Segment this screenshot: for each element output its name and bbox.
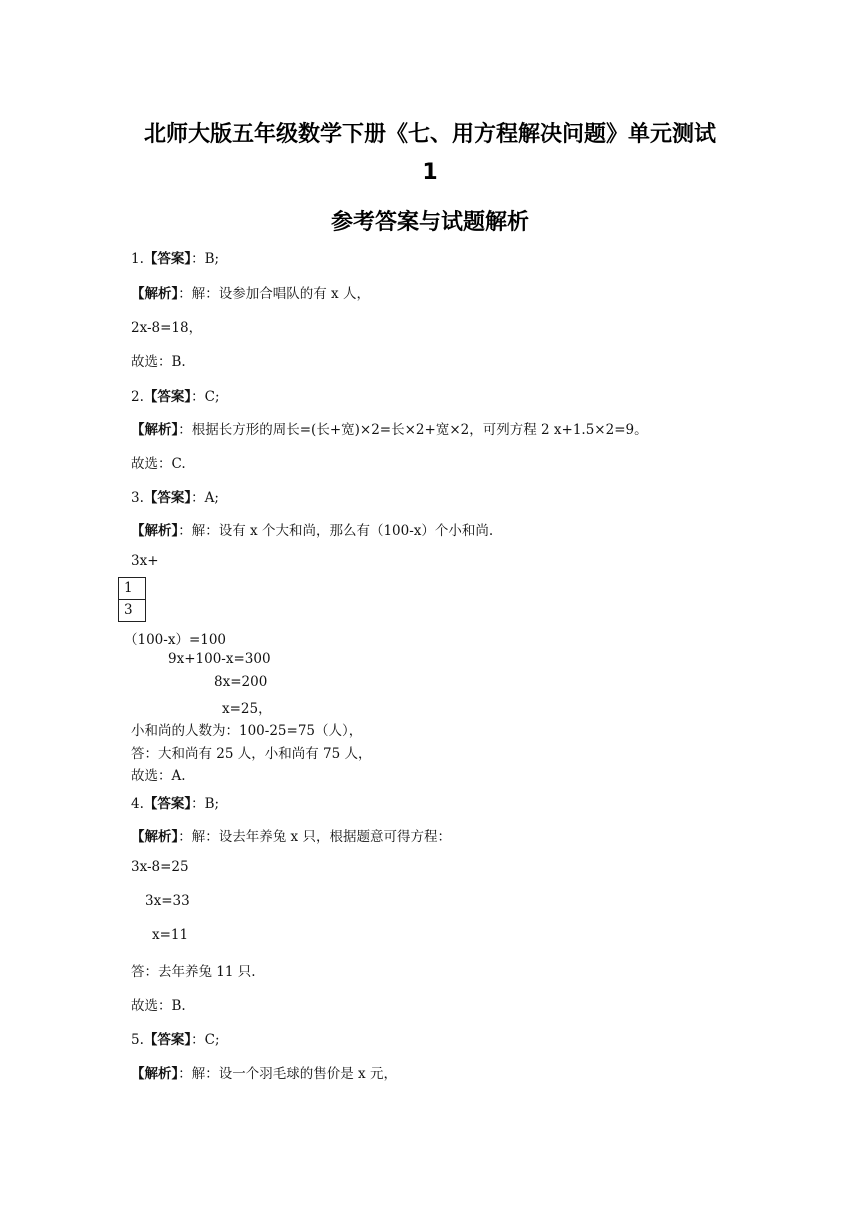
q1-equation: 2x-8=18， bbox=[131, 320, 203, 336]
q3-answer-line: 3.【答案】：A; bbox=[131, 490, 219, 506]
document-subtitle: 参考答案与试题解析 bbox=[330, 210, 529, 235]
q5-answer-line: 5.【答案】：C; bbox=[131, 1032, 220, 1048]
q5-analysis-line: 【解析】：解：设一个羽毛球的售价是 x 元， bbox=[131, 1066, 397, 1082]
q2-answer-line: 2.【答案】：C; bbox=[131, 389, 220, 405]
q2-choice: 故选：C. bbox=[131, 456, 186, 472]
fraction-numerator: 1 bbox=[119, 578, 145, 600]
q3-analysis-line: 【解析】：解：设有 x 个大和尚，那么有（100-x）个小和尚. bbox=[131, 523, 494, 539]
q4-equation-line-1: 3x-8=25 bbox=[131, 859, 189, 875]
q3-equation-line-3: 8x=200 bbox=[214, 674, 268, 690]
q1-answer-line: 1.【答案】：B; bbox=[131, 251, 220, 267]
q3-equation-line-1: （100-x）=100 bbox=[124, 632, 227, 648]
q3-equation-line-2: 9x+100-x=300 bbox=[168, 651, 271, 667]
fraction-box bbox=[118, 577, 146, 622]
q1-choice: 故选：B. bbox=[131, 354, 186, 370]
document-title-number: 1 bbox=[422, 160, 438, 185]
q3-equation-start: 3x+ bbox=[131, 553, 159, 569]
q1-analysis-line: 【解析】：解：设参加合唱队的有 x 人， bbox=[131, 286, 370, 302]
q4-equation-line-3: x=11 bbox=[152, 927, 189, 943]
q4-analysis-line: 【解析】：解：设去年养兔 x 只，根据题意可得方程： bbox=[131, 829, 451, 845]
q4-choice: 故选：B. bbox=[131, 998, 186, 1014]
q2-analysis-line: 【解析】：根据长方形的周长=(长+宽)×2=长×2+宽×2，可列方程 2 x+1.5×2=9。 bbox=[131, 422, 648, 438]
q3-choice: 故选：A. bbox=[131, 768, 186, 784]
fraction-denominator: 3 bbox=[124, 602, 133, 618]
q4-equation-line-2: 3x=33 bbox=[145, 893, 190, 909]
q3-equation-line-4: x=25， bbox=[222, 701, 272, 717]
q3-answer-statement: 答：大和尚有 25 人，小和尚有 75 人， bbox=[131, 746, 372, 762]
q3-small-monks-count: 小和尚的人数为：100-25=75（人）， bbox=[131, 723, 363, 739]
document-title: 北师大版五年级数学下册《七、用方程解决问题》单元测试 bbox=[143, 122, 716, 147]
q4-answer-statement: 答：去年养兔 11 只. bbox=[131, 964, 256, 980]
q4-answer-line: 4.【答案】：B; bbox=[131, 796, 220, 812]
